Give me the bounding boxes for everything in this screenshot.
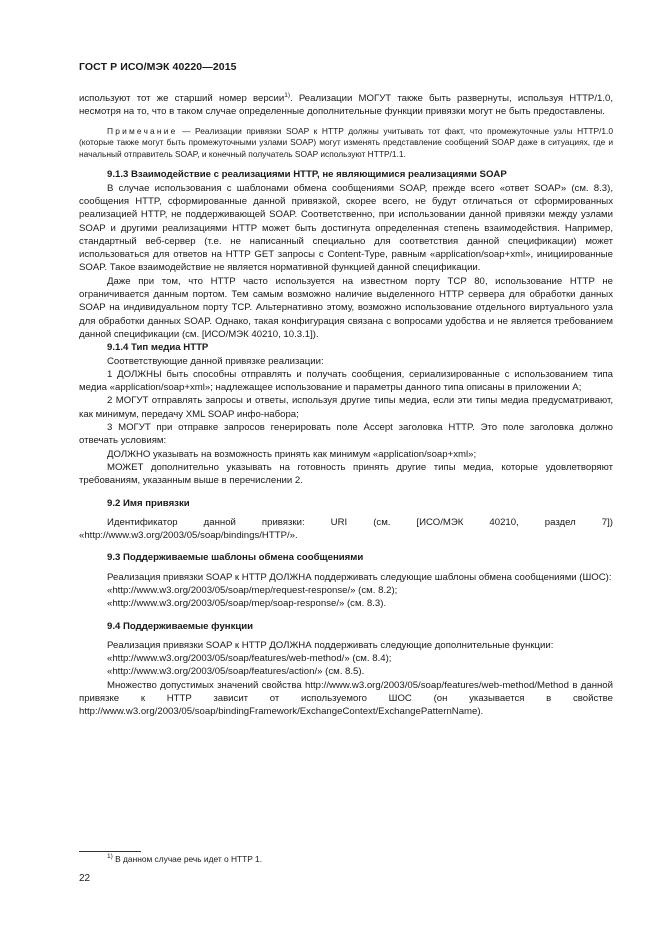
section-heading-9-4: 9.4 Поддерживаемые функции — [107, 620, 254, 632]
list-item-media-1: 1 ДОЛЖНЫ быть способны отправлять и получать сообщения, сериализированные с использованием типа медиа «application/soap+xml»; надлежащее использование и параметры данного типа описаны в приложении А; — [79, 368, 613, 394]
list-subitem-must: ДОЛЖНО указывать на возможность принять как минимум «application/soap+xml»; — [107, 448, 477, 460]
section-heading-9-1-4: 9.1.4 Тип медиа HTTP — [107, 342, 209, 354]
paragraph-features-intro: Реализация привязки SOAP к HTTP ДОЛЖНА поддерживать следующие дополнительные функции: — [107, 639, 554, 651]
section-heading-9-3: 9.3 Поддерживаемые шаблоны обмена сообщениями — [107, 552, 364, 564]
document-body — [79, 92, 613, 719]
list-item-mep-request-response: «http://www.w3.org/2003/05/soap/mep/request-response/» (см. 8.2); — [107, 584, 398, 596]
note-paragraph — [79, 126, 613, 161]
page-number: 22 — [79, 873, 91, 884]
list-subitem-may: МОЖЕТ дополнительно указывать на готовность принять другие типы медиа, которые удовлетворяют требованиям, указанным выше в перечислении 2. — [79, 461, 613, 487]
footnote — [107, 854, 262, 864]
footnote-divider — [79, 851, 141, 852]
paragraph-interop-2: Даже при том, что HTTP часто используется на известном порту TCP 80, использование HTTP не ограничивается данным портом. Тем самым возможно наличие выделенного HTTP сервера для обработки данных SOAP на индивидуальном порту TCP. Альтернативно этому, возможно использование отдельного виртуального узла для обработки данных SOAP. Однако, такая конфигурация связана с вопросами удобства и не является требованием данной спецификации (см. [ИСО/МЭК 40210, 10.3.1]). — [79, 275, 613, 340]
paragraph-media-intro: Соответствующие данной привязке реализации: — [107, 355, 324, 367]
paragraph-text: используют тот же старший номер версии — [79, 93, 285, 104]
paragraph-mep-intro: Реализация привязки SOAP к HTTP ДОЛЖНА поддерживать следующие шаблоны обмена сообщениями (ШОС): — [107, 571, 612, 583]
paragraph-binding-name: Идентификатор данной привязки: URI (см. [ИСО/МЭК 40210, раздел 7]) «http://www.w3.org/2003/05/soap/bindings/HTTP/». — [79, 516, 613, 542]
list-item-mep-soap-response: «http://www.w3.org/2003/05/soap/mep/soap-response/» (см. 8.3). — [107, 598, 387, 610]
list-item-media-2: 2 МОГУТ отправлять запросы и ответы, используя другие типы медиа, если эти типы медиа предусматривают, как минимум, передачу XML SOAP инфо-набора; — [79, 395, 613, 420]
paragraph-version — [79, 92, 613, 119]
paragraph-interop-1: В случае использования с шаблонами обмена сообщениями SOAP, прежде всего «ответ SOAP» (см. 8.3), сообщения HTTP, сформированные данной привязкой, скорее всего, не будут отличаться от сформированных реализацией HTTP, не поддерживающей SOAP. Соответственно, при использовании данной привязки между узлами SOAP и другими реализациями HTTP может быть достигнута определенная степень взаимодействия. Например, стандартный веб-сервер (т.е. не написанный специально для соответствия данной спецификации) может использоваться для ответов на HTTP GET запросы с Content-Type, равным «application/soap+xml», инициированные SOAP. Такое взаимодействие не является нормативной функцией данной спецификации. — [79, 182, 613, 274]
paragraph-web-method-values: Множество допустимых значений свойства http://www.w3.org/2003/05/soap/features/web-method/Method в данной привязке к HTTP зависит от используемого ШОС (он указывается в свойстве http://www.w3.org/2003/05/soap/bindingFramework/ExchangeContext/ExchangePatternName). — [79, 679, 613, 718]
paragraph-text: . Реализации МОГУТ также быть развернуты, используя HTTP/1.0, несмотря на то, что в таком случае определенные дополнительные функции привязки могут не быть предоставлены. — [79, 93, 613, 118]
section-heading-9-1-3: 9.1.3 Взаимодействие с реализациями HTTP, не являющимися реализациями SOAP — [107, 169, 507, 181]
note-text: — Реализации привязки SOAP к HTTP должны учитывать тот факт, что промежуточные узлы HTTP/1.0 (которые также могут быть промежуточными узлами SOAP) могут изменять представление сообщений SOAP даже в ситуациях, где и начальный отправитель SOAP, и конечный получатель SOAP используют HTTP/1.1. — [79, 125, 613, 159]
footnote-mark: 1) — [107, 853, 113, 861]
footnote-reference: 1) — [284, 91, 290, 99]
document-header: ГОСТ Р ИСО/МЭК 40220—2015 — [79, 61, 237, 73]
note-label: Примечание — [107, 125, 178, 136]
footnote-text: В данном случае речь идет о HTTP 1. — [112, 854, 263, 864]
list-item-media-3: 3 МОГУТ при отправке запросов генерировать поле Accept заголовка HTTP. Это поле заголовка должно отвечать условиям: — [79, 422, 613, 447]
list-item-feature-action: «http://www.w3.org/2003/05/soap/features/action/» (см. 8.5). — [107, 666, 365, 678]
list-item-feature-web-method: «http://www.w3.org/2003/05/soap/features/web-method/» (см. 8.4); — [107, 653, 392, 665]
section-heading-9-2: 9.2 Имя привязки — [107, 497, 190, 509]
